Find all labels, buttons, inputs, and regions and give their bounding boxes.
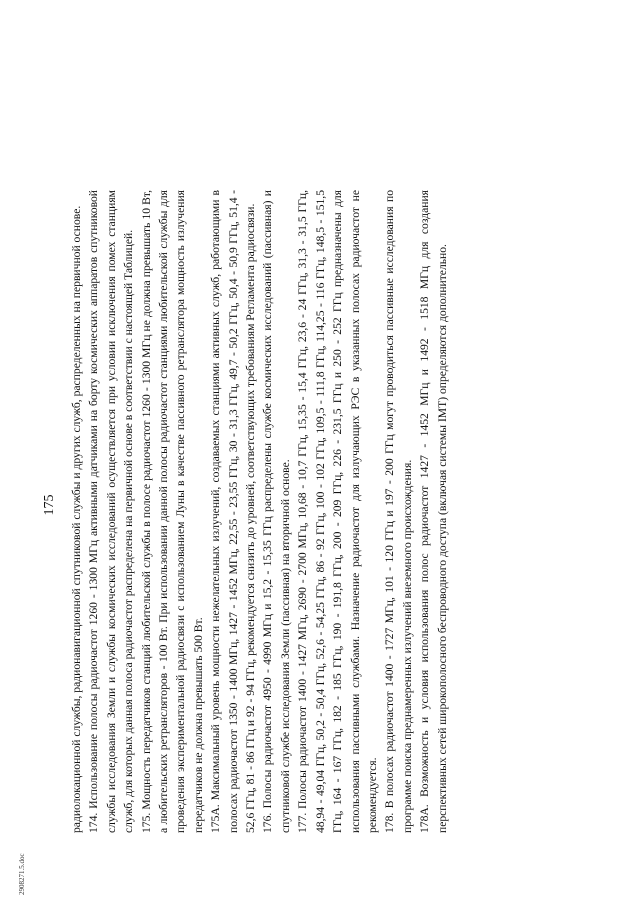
paragraph-continuation: радиолокационной службы, радионавигационной спутниковой службы и других служб, распределенных на первичной основе.: [70, 205, 83, 833]
document-body: [68, 190, 451, 833]
page-number: 175: [42, 494, 57, 516]
rotated-page: [0, 105, 560, 905]
paragraph-178a: 178А. Возможность и условия использования полос радиочастот 1427 - 1452 МГц и 1492 - 1518 МГц для создания перспективных сетей широкополосного беспроводного доступа (включая системы IMT) определяются дополнительно.: [418, 190, 449, 833]
paragraph-176: 176. Полосы радиочастот 4950 - 4990 МГц и 15,2 - 15,35 ГГц распределены службе космических исследований (пассивная) и спутниковой службе исследования Земли (пассивная) на вторичной основе.: [261, 190, 292, 833]
paragraph-175: 175. Мощность передатчиков станций любительской службы в полосе радиочастот 1260 - 1300 МГц не должна превышать 10 Вт, а любительских ретрансляторов - 100 Вт. При использовании данной полосы радиочастот станциями любительской службы для проведения экспериментальной радиосвязи с использованием Луны в качестве пассивного ретранслятора мощность излучения передатчиков не должна превышать 500 Вт.: [139, 190, 205, 833]
footer-filename: 2908271.5.doc: [18, 853, 26, 895]
paragraph-177: 177. Полосы радиочастот 1400 - 1427 МГц, 2690 - 2700 МГц, 10,68 - 10,7 ГГц, 15,35 - 15,4 ГГц, 23,6 - 24 ГГц, 31,3 - 31,5 ГГц, 48,94 - 49,04 ГГц, 50,2 - 50,4 ГГц, 52,6 - 54,25 ГГц, 86 - 92 ГГц, 100 - 102 ГГц, 109,5 - 111,8 ГГц, 114,25 - 116 ГГц, 148,5 - 151,5 ГГц, 164 - 167 ГГц, 182 - 185 ГГц, 190 - 191,8 ГГц, 200 - 209 ГГц, 226 - 231,5 ГГц и 250 - 252 ГГц предназначены для использования пассивными службами. Назначение радиочастот для излучающих РЭС в указанных полосах радиочастот не рекомендуется.: [296, 190, 379, 833]
paragraph-175a: 175А. Максимальный уровень мощности нежелательных излучений, создаваемых станциями активных служб, работающими в полосах радиочастот 1350 - 1400 МГц, 1427 - 1452 МГц, 22,55 - 23,55 ГГц, 30 - 31,3 ГГц, 49,7 - 50,2 ГГц, 50,4 - 50,9 ГГц, 51,4 - 52,6 ГГц, 81 - 86 ГГц и 92 - 94 ГГц, рекомендуется снизить до уровней, соответствующих требованиям Регламента радиосвязи.: [209, 190, 258, 833]
paragraph-178: 178. В полосах радиочастот 1400 - 1727 МГц, 101 - 120 ГГц и 197 - 200 ГГц могут проводиться пассивные исследования по программе поиска преднамеренных излучений внеземного происхождения.: [383, 190, 414, 833]
paragraph-174: 174. Использование полосы радиочастот 1260 - 1300 МГц активными датчиками на борту космических аппаратов спутниковой службы исследования Земли и службы космических исследований осуществляется при условии исключения помех станциям служб, для которых данная полоса радиочастот распределена на первичной основе в соответствии с настоящей Таблицей.: [87, 190, 136, 833]
